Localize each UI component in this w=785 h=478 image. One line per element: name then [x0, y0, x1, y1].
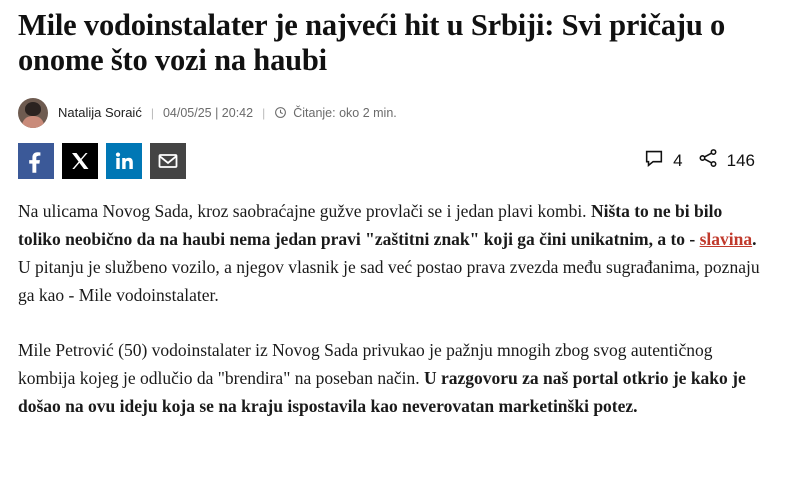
p1-text-2: U pitanju je službeno vozilo, a njegov vlasnik je sad već postao prava zvezda među sugrađanima, poznaju ga kao - Mile vodoinstalater.	[18, 256, 760, 305]
linkedin-share-button[interactable]	[106, 143, 142, 179]
p1-text-1: Na ulicama Novog Sada, kroz saobraćajne gužve provlači se i jedan plavi kombi.	[18, 200, 591, 221]
comments-stat[interactable]	[643, 147, 682, 174]
page-title: Mile vodoinstalater je najveći hit u Srbiji: Svi pričaju o onome što vozi na haubi	[18, 8, 726, 78]
comment-icon	[643, 147, 665, 174]
byline-separator-1: |	[150, 105, 154, 120]
avatar	[18, 98, 48, 128]
p1-bold-2: .	[752, 228, 757, 249]
shares-stat[interactable]	[697, 147, 755, 174]
paragraph-2	[18, 336, 767, 420]
slavina-link[interactable]: slavina	[699, 228, 753, 249]
clock-icon	[274, 106, 287, 119]
byline-separator-2: |	[262, 105, 266, 120]
comments-count: 4	[673, 150, 683, 170]
email-share-button[interactable]	[150, 143, 186, 179]
author-name[interactable]: Natalija Soraić	[58, 105, 142, 121]
byline	[18, 97, 767, 129]
shares-count: 146	[726, 150, 755, 170]
read-time	[274, 106, 397, 120]
share-row	[18, 143, 767, 179]
p2-text-1: Mile Petrović (50) vodoinstalater iz Novog Sada privukao je pažnju mnogih zbog svog autentičnog kombija kojeg je odlučio da "brendira" na poseban način.	[18, 339, 713, 388]
p1-bold-1: Ništa to ne bi bilo toliko neobično da na haubi nema jedan pravi "zaštitni znak" koji ga čini unikatnim, a to -	[18, 200, 723, 249]
read-time-label: Čitanje: oko 2 min.	[293, 105, 397, 120]
facebook-share-button[interactable]	[18, 143, 54, 179]
engagement-stats	[629, 147, 767, 174]
share-buttons	[18, 143, 186, 179]
share-icon	[697, 147, 719, 174]
x-share-button[interactable]	[62, 143, 98, 179]
article-body	[18, 197, 767, 420]
publish-date: 04/05/25 | 20:42	[162, 105, 254, 120]
p2-bold-1: U razgovoru za naš portal otkrio je kako je došao na ovu ideju koja se na kraju ispostavila kao neverovatan marketinški potez.	[18, 367, 746, 416]
paragraph-1	[18, 197, 767, 309]
